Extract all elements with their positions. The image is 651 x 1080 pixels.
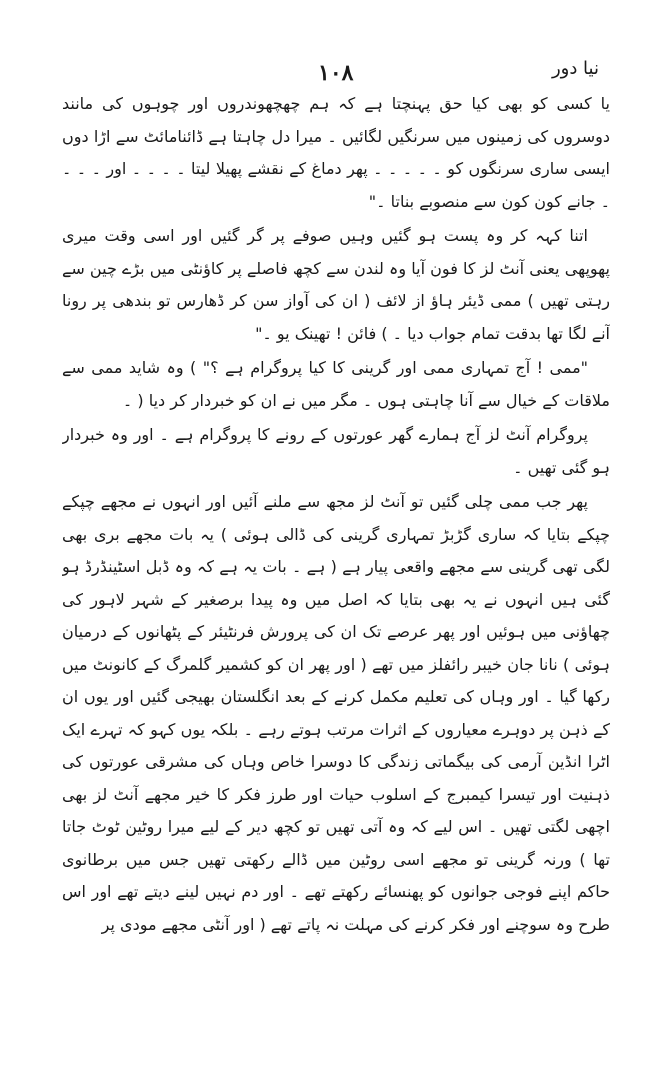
page-number: ۱۰۸ [318, 60, 354, 85]
paragraph: اتنا کہہ کر وہ پست ہو گئیں وہیں صوفے پر گر گئیں اور اسی وقت میری پھوپھی یعنی آنٹ لز کا فون آیا وہ لندن سے کچھ فاصلے پر کاؤنٹی میں بڑے چین سے رہتی تھیں ) ممی ڈیئر ہاؤ از لائف ( ان کی آواز سن کر ڈھارس تو بندھی پر رونا آنے لگا تھا بدقت تمام جواب دیا ۔ ) فائن ! تھینک یو ۔" [62, 226, 610, 343]
body-text [62, 88, 610, 1068]
page-header [0, 56, 651, 90]
paragraph: یا کسی کو بھی کیا حق پہنچتا ہے کہ ہم چھچھوندروں اور چوہوں کی مانند دوسروں کی زمینوں میں سرنگیں لگائیں ۔ میرا دل چاہتا ہے ڈائنامائٹ سے اڑا دوں ایسی ساری سرنگوں کو ۔ ۔ ۔ ۔ ۔ پھر دماغ کے نقشے پھیلا لیتا ۔ ۔ ۔ ۔ اور ۔ ۔ ۔ ۔ جانے کون کون سے منصوبے بناتا ۔" [62, 94, 610, 211]
paragraph: پھر جب ممی چلی گئیں تو آنٹ لز مجھ سے ملنے آئیں اور انہوں نے مجھے چپکے چپکے بتایا کہ ساری گڑبڑ تمہاری گرینی کی ڈالی ہوئی ) یہ بات مجھے بری بھی لگی تھی گرینی سے مجھے واقعی پیار ہے ( ہے ۔ بات یہ ہے کہ وہ ڈبل اسٹینڈرڈ ہو گئی ہیں انہوں نے یہ بھی بتایا کہ اصل میں وہ پیدا برصغیر کے شہر لاہور کی چھاؤنی میں ہوئیں اور پھر عرصے تک ان کی پرورش فرنٹیئر کے پٹھانوں کے درمیان ہوئی ) نانا جان خیبر رائفلز میں تھے ( اور پھر ان کو کشمیر گلمرگ کے کانونٹ میں رکھا گیا ۔ اور وہاں کی تعلیم مکمل کرنے کے بعد انگلستان بھیجی گئیں اور یوں ان کے ذہن پر دوہرے معیاروں کے اثرات مرتب ہوتے رہے ۔ بلکہ یوں کہو کہ تہرے ایک اٹرا انڈین آرمی کی بیگماتی زندگی کا دوسرا خاص وہاں کی مشرقی عورتوں کی ذہنیت اور تیسرا کیمبرج کے اسلوب حیات اور طرز فکر کا خیر مجھے آنٹ لز بھی اچھی لگتی تھیں ۔ اس لیے کہ وہ آتی تھیں تو کچھ دیر کے لیے میرا روٹین ٹوٹ جاتا تھا ) ورنہ گرینی تو مجھے اسی روٹین میں ڈالے رکھتی تھیں جس میں برطانوی حاکم اپنے فوجی جوانوں کو پھنسائے رکھتے تھے ۔ اور دم نہیں لینے دیتے تھے اور اس طرح وہ سوچنے اور فکر کرنے کی مہلت نہ پاتے تھے ( اور آنٹی مجھے مودی پر [62, 492, 610, 934]
running-title: نیا دور [551, 58, 599, 79]
paragraph: پروگرام آنٹ لز آج ہمارے گھر عورتوں کے رونے کا پروگرام ہے ۔ اور وہ خبردار ہو گئی تھیں ۔ [62, 425, 610, 477]
paragraph: "ممی ! آج تمہاری ممی اور گرینی کا کیا پروگرام ہے ؟" ) وہ شاید ممی سے ملاقات کے خیال سے آنا چاہتی ہوں ۔ مگر میں نے ان کو خبردار کر دیا ( ۔ [62, 358, 610, 410]
